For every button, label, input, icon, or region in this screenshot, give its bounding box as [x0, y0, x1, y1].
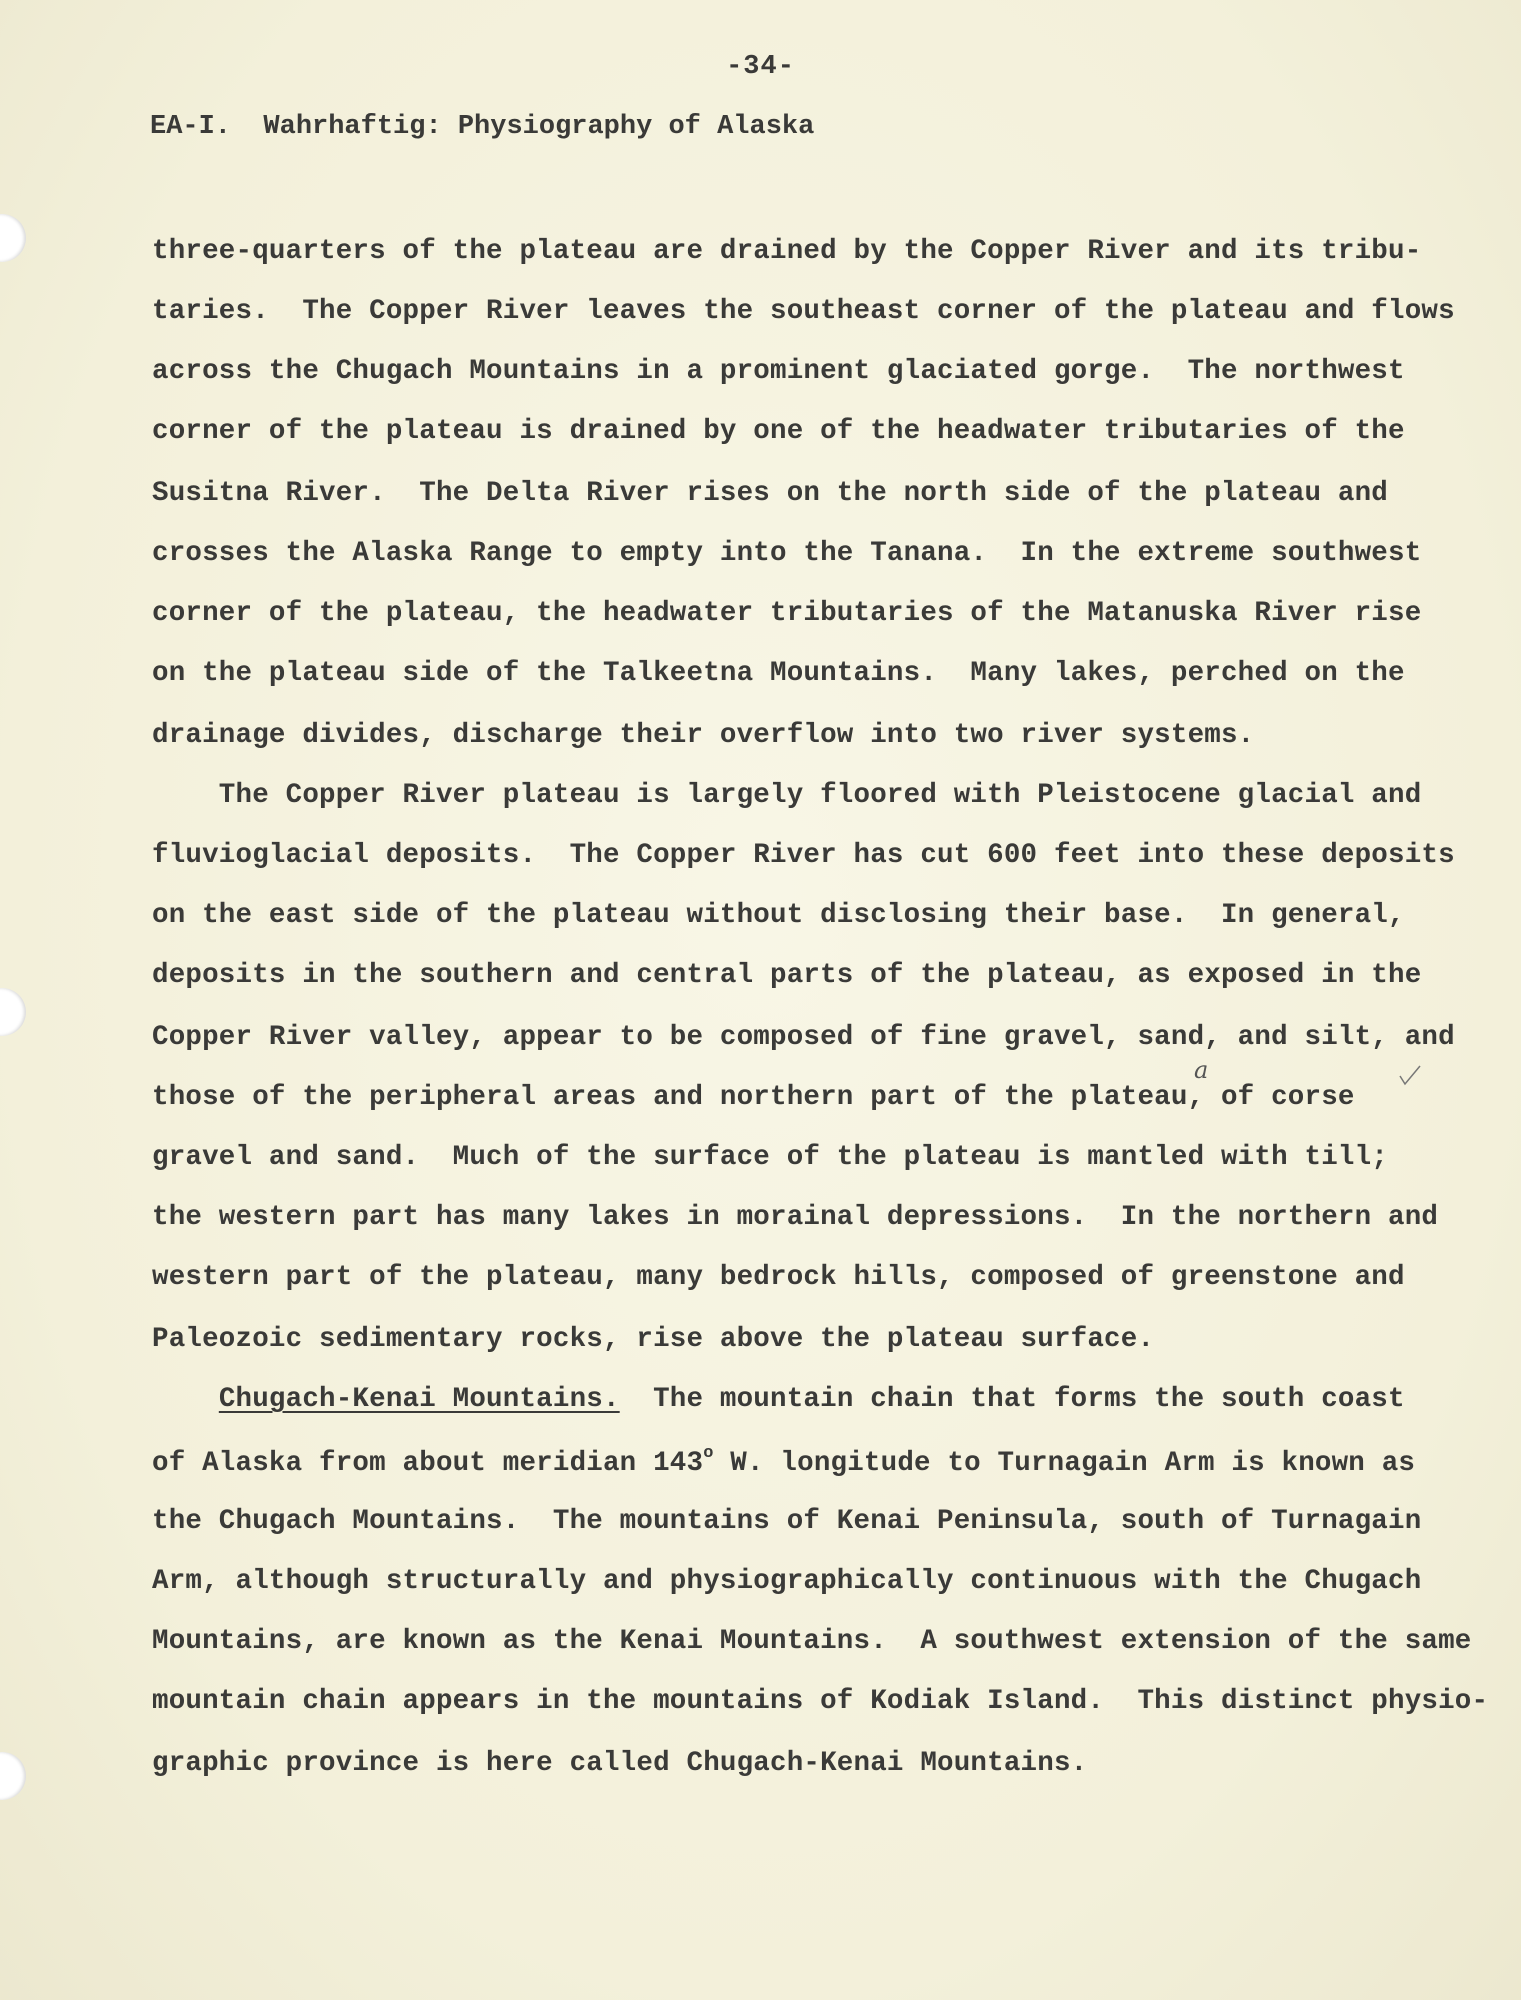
text-line: gravel and sand. Much of the surface of the plateau is mantled with till;	[152, 1142, 1388, 1173]
degree-superscript: o	[703, 1444, 714, 1463]
text-line: crosses the Alaska Range to empty into the Tanana. In the extreme southwest	[152, 538, 1422, 569]
text-line: Paleozoic sedimentary rocks, rise above the plateau surface.	[152, 1324, 1155, 1355]
punch-hole-top	[0, 214, 26, 262]
punch-hole-middle	[0, 988, 26, 1036]
text-line: across the Chugach Mountains in a prominent glaciated gorge. The northwest	[152, 356, 1405, 387]
text-line: deposits in the southern and central parts of the plateau, as exposed in the	[152, 960, 1422, 991]
section-first-line: Chugach-Kenai Mountains. The mountain chain that forms the south coast	[218, 1384, 1405, 1415]
text-line: taries. The Copper River leaves the southeast corner of the plateau and flows	[152, 296, 1455, 327]
section-heading: Chugach-Kenai Mountains.	[218, 1384, 620, 1415]
text-line: Susitna River. The Delta River rises on the north side of the plateau and	[152, 478, 1388, 509]
text-line: of Alaska from about meridian 143$^o$ W. longitude to Turnagain Arm is known as	[152, 1444, 1416, 1479]
handwritten-insert: a	[1194, 1056, 1209, 1084]
punch-hole-bottom	[0, 1752, 26, 1800]
text-line: corner of the plateau, the headwater tributaries of the Matanuska River rise	[152, 598, 1422, 629]
text-line: on the plateau side of the Talkeetna Mountains. Many lakes, perched on the	[152, 658, 1405, 689]
check-mark-icon	[1398, 1062, 1422, 1090]
text-line: corner of the plateau is drained by one of the headwater tributaries of the	[152, 416, 1405, 447]
text-line: graphic province is here called Chugach-Kenai Mountains.	[152, 1748, 1088, 1779]
text-line: western part of the plateau, many bedrock hills, composed of greenstone and	[152, 1262, 1405, 1293]
text-line: mountain chain appears in the mountains of Kodiak Island. This distinct physio-	[152, 1686, 1489, 1717]
page-number: -34-	[726, 52, 795, 82]
running-header: EA-I. Wahrhaftig: Physiography of Alaska	[150, 112, 815, 142]
text-line: drainage divides, discharge their overflow into two river systems.	[152, 720, 1255, 751]
text-line: three-quarters of the plateau are drained by the Copper River and its tribu-	[152, 236, 1422, 267]
text-line: the Chugach Mountains. The mountains of Kenai Peninsula, south of Turnagain	[152, 1506, 1422, 1537]
text-line: Arm, although structurally and physiographically continuous with the Chugach	[152, 1566, 1422, 1597]
text-line: Mountains, are known as the Kenai Mountains. A southwest extension of the same	[152, 1626, 1472, 1657]
text-line: fluvioglacial deposits. The Copper River has cut 600 feet into these deposits	[152, 840, 1455, 871]
text-line: on the east side of the plateau without disclosing their base. In general,	[152, 900, 1405, 931]
text-line: the western part has many lakes in morainal depressions. In the northern and	[152, 1202, 1439, 1233]
text-line: The Copper River plateau is largely floored with Pleistocene glacial and	[152, 780, 1422, 811]
text-line: Copper River valley, appear to be composed of fine gravel, sand, and silt, and	[152, 1022, 1455, 1053]
text-line: those of the peripheral areas and northern part of the plateau, of corse	[152, 1082, 1355, 1113]
